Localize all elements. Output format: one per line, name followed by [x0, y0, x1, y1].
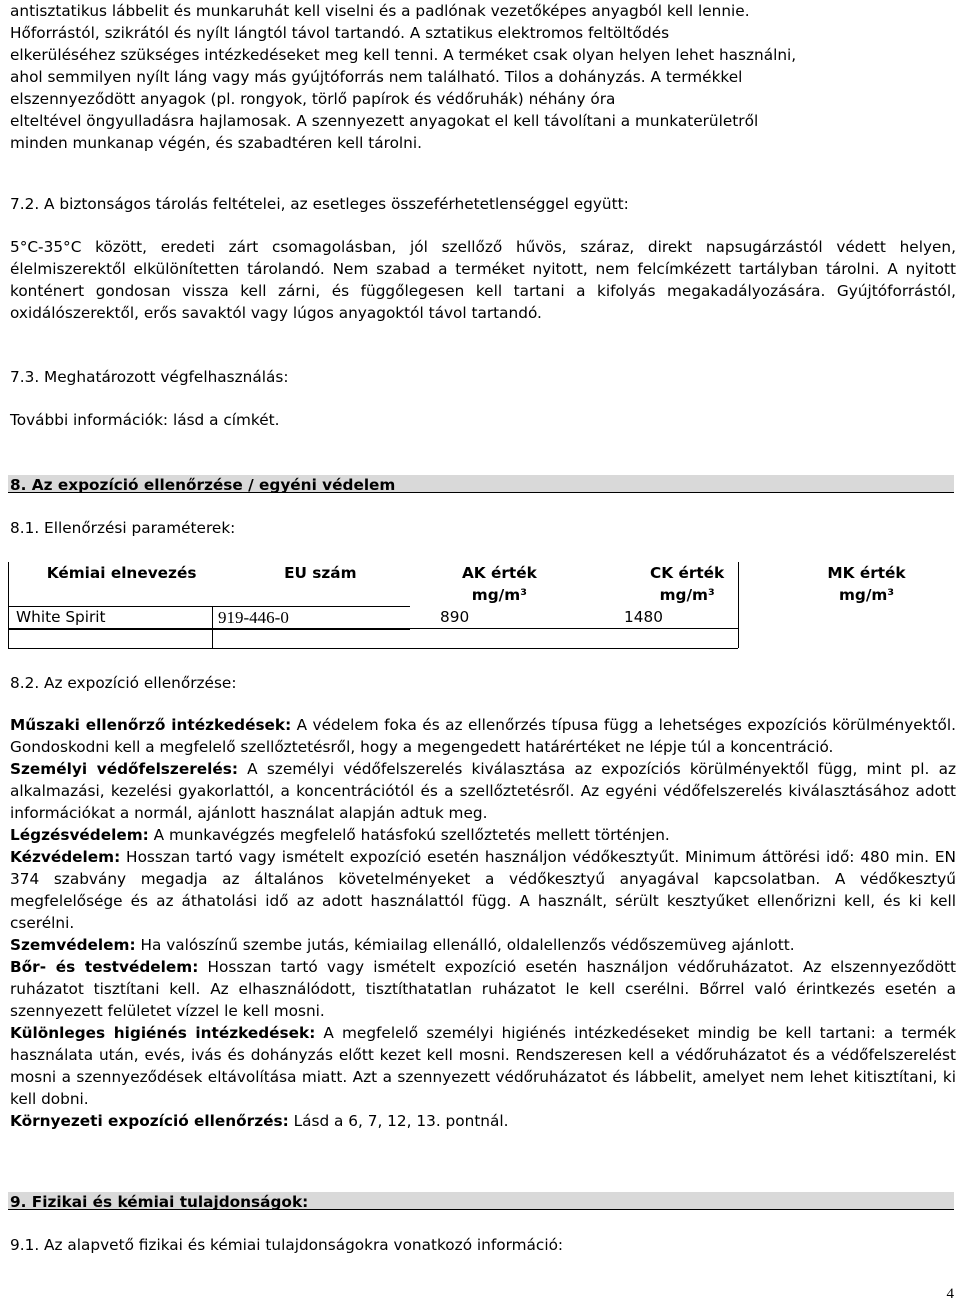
subsection-7-3-title: 7.3. Meghatározott végfelhasználás:: [10, 368, 289, 386]
subsection-7-2-text: 5°C-35°C között, eredeti zárt csomagolásban, jól szellőző hűvös, száraz, direkt napsugárzástól védett helyen, élelmiszerektől elkülönítetten tárolandó. Nem szabad a terméket nyitott, nem felcímkézett tartályban tárolni. A nyitott konténert gondosan vissza kell zárni, és függőlegesen kell tartani a kifolyás megakadályozására. Gyújtóforrástól, oxidálószerektől, erős savaktól vagy lúgos anyagoktól távol tartandó.: [10, 238, 956, 322]
section7-continuation: [10, 0, 956, 154]
table-cell: 890: [440, 608, 470, 626]
paragraph-label: Műszaki ellenőrző intézkedések:: [10, 716, 292, 734]
paragraph: Szemvédelem: Ha valószínű szembe jutás, kémiailag ellenálló, oldalellenzős védőszemüveg ajánlott.: [10, 936, 795, 954]
paragraph: Bőr- és testvédelem: Hosszan tartó vagy ismételt expozíció esetén használjon védőruházatot. Az elszennyeződött ruházatot tisztítani kell. Az elhasználódott, tisztíthatatlan ruházatot le kell cserélni. Bőrrel való érintkezés esetén a szennyezett felületet vízzel le kell mosni.: [10, 958, 956, 1020]
table-column-rule: [8, 562, 9, 648]
paragraph-label: Környezeti expozíció ellenőrzés:: [10, 1112, 289, 1130]
paragraph-label: Különleges higiénés intézkedések:: [10, 1024, 316, 1042]
paragraph: Légzésvédelem: A munkavégzés megfelelő hatásfokú szellőztetés mellett történjen.: [10, 826, 670, 844]
table-column-rule: [212, 606, 213, 648]
header-cell: CK érték mg/m³: [650, 564, 725, 604]
subsection-8-1-title: 8.1. Ellenőrzési paraméterek:: [10, 519, 236, 537]
text-line: antisztatikus lábbelit és munkaruhát kell viselni és a padlónak vezetőképes anyagból kell lennie.: [10, 2, 750, 20]
section-8-heading: 8. Az expozíció ellenőrzése / egyéni védelem: [8, 475, 954, 493]
table-header-row: [8, 562, 952, 606]
table-bottom-rule: [8, 648, 738, 649]
text-line: elkerüléséhez szükséges intézkedéseket meg kell tenni. A terméket csak olyan helyen lehet használni,: [10, 46, 797, 64]
header-cell: MK érték mg/m³: [827, 564, 906, 604]
table-cell: 919-446-0: [218, 608, 289, 627]
text-line: elteltével öngyulladásra hajlamosak. A szennyezett anyagokat el kell távolítani a munkaterületről: [10, 112, 759, 130]
subsection-9-1-title: 9.1. Az alapvető fizikai és kémiai tulajdonságokra vonatkozó információ:: [10, 1236, 564, 1254]
exposure-limit-table: [8, 562, 952, 606]
section-9-heading: 9. Fizikai és kémiai tulajdonságok:: [8, 1192, 954, 1210]
text-line: elszennyeződött anyagok (pl. rongyok, törlő papírok és védőruhák) néhány óra: [10, 90, 616, 108]
subsection-7-3-text: További információk: lásd a címkét.: [10, 411, 280, 429]
paragraph: Kézvédelem: Hosszan tartó vagy ismételt expozíció esetén használjon védőkesztyűt. Minimum áttörési idő: 480 min. EN 374 szabvány megadja az általános követelményeket a védőkesztyű anyagával kapcsolatban. A védőkesztyű megfelelősége és az áthatolási idő az adott használattól függ. A használt, sérült kesztyűket ellenőrizni kell, és ki kell cserélni.: [10, 848, 956, 932]
paragraph: Környezeti expozíció ellenőrzés: Lásd a 6, 7, 12, 13. pontnál.: [10, 1112, 509, 1130]
table-cell: 1480: [624, 608, 663, 626]
header-cell: AK érték mg/m³: [461, 564, 537, 604]
paragraph: Műszaki ellenőrző intézkedések: A védelem foka és az ellenőrzés típusa függ a lehetséges expozíciós körülményektől. Gondoskodni kell a megfelelő szellőztetésről, hogy a megengedett határértéket ne lépje túl a koncentráció.: [10, 716, 956, 756]
text-line: Hőforrástól, szikrától és nyílt lángtól távol tartandó. A sztatikus elektromos feltöltődés: [10, 24, 670, 42]
paragraph-label: Szemvédelem:: [10, 936, 136, 954]
header-cell: Kémiai elnevezés: [46, 564, 197, 582]
subsection-7-2-title: 7.2. A biztonságos tárolás feltételei, az esetleges összeférhetetlenséggel együtt:: [10, 195, 629, 213]
page-number: 4: [946, 1286, 954, 1302]
subsection-8-2-title: 8.2. Az expozíció ellenőrzése:: [10, 674, 237, 692]
paragraph-label: Légzésvédelem:: [10, 826, 149, 844]
section-8-2-body: [10, 714, 956, 1132]
paragraph-label: Kézvédelem:: [10, 848, 121, 866]
text-line: ahol semmilyen nyílt láng vagy más gyújtóforrás nem található. Tilos a dohányzás. A termékkel: [10, 68, 743, 86]
paragraph-label: Bőr- és testvédelem:: [10, 958, 199, 976]
paragraph-label: Személyi védőfelszerelés:: [10, 760, 238, 778]
table-cell: White Spirit: [16, 608, 106, 626]
table-column-rule: [738, 562, 739, 648]
paragraph: Különleges higiénés intézkedések: A megfelelő személyi higiénés intézkedéseket mindig be kell tartani: a termék használata után, evés, ivás és dohányzás előtt kezet kell mosni. Rendszeresen kell a védőruházatot és a védőfelszerelést mosni a szennyeződések eltávolítása miatt. Azt a szennyezett védőruházatot és lábbelit, amelyet nem lehet kitisztítani, ki kell dobni.: [10, 1024, 956, 1108]
text-line: minden munkanap végén, és szabadtéren kell tárolni.: [10, 134, 422, 152]
paragraph: Személyi védőfelszerelés: A személyi védőfelszerelés kiválasztása az expozíciós körülményektől függ, mint pl. az alkalmazási, kezelési gyakorlattól, a koncentrációtól és a szellőztetésről. Az egyéni védőfelszerelés kiválasztásához adott információkat a normál, ajánlott használat alapján adtuk meg.: [10, 760, 956, 822]
header-cell: EU szám: [284, 564, 357, 582]
